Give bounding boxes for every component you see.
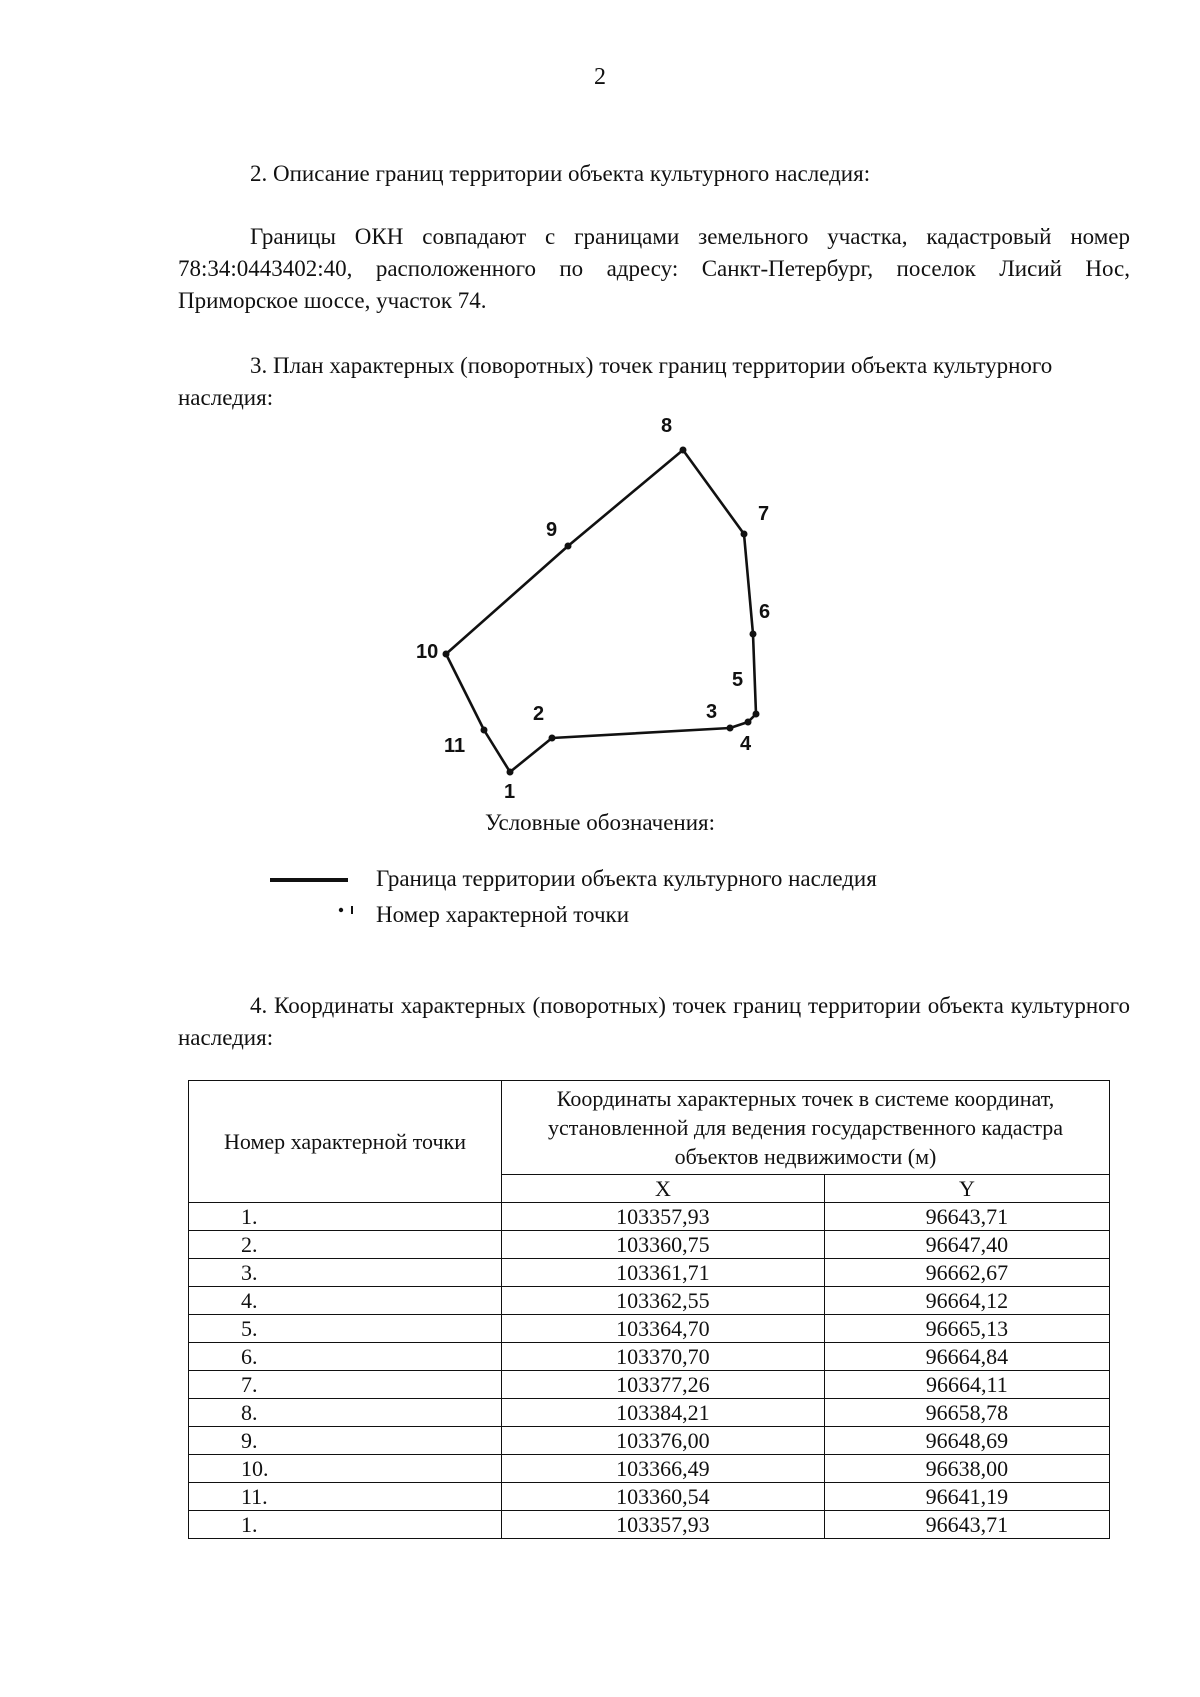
row-y: 96647,40 <box>824 1231 1109 1259</box>
boundary-point-2 <box>549 735 556 742</box>
point-label-4: 4 <box>740 733 752 755</box>
section-2-body: Границы ОКН совпадают с границами земельного участка, кадастровый номер 78:34:0443402:40, расположенного по адресу: Санкт-Петербург, поселок Лисий Нос, Приморское шоссе, участок 74. <box>178 224 1130 313</box>
table-row <box>189 1203 1110 1231</box>
boundary-point-7 <box>741 531 748 538</box>
row-number: 7. <box>189 1371 502 1399</box>
row-x: 103360,54 <box>502 1483 825 1511</box>
table-row <box>189 1287 1110 1315</box>
row-x: 103384,21 <box>502 1399 825 1427</box>
row-number: 11. <box>189 1483 502 1511</box>
section-2-heading: 2. Описание границ территории объекта культурного наследия: <box>250 161 871 186</box>
row-x: 103370,70 <box>502 1343 825 1371</box>
table-row <box>189 1315 1110 1343</box>
point-label-2: 2 <box>533 703 545 725</box>
point-label-5: 5 <box>732 669 744 691</box>
point-label-8: 8 <box>661 415 673 437</box>
row-x: 103366,49 <box>502 1455 825 1483</box>
row-y: 96665,13 <box>824 1315 1109 1343</box>
table-row <box>189 1483 1110 1511</box>
point-label-3: 3 <box>706 701 718 723</box>
row-y: 96664,12 <box>824 1287 1109 1315</box>
boundary-point-5 <box>753 711 760 718</box>
row-number: 4. <box>189 1287 502 1315</box>
header-point-number: Номер характерной точки <box>189 1081 502 1203</box>
row-number: 3. <box>189 1259 502 1287</box>
row-number: 2. <box>189 1231 502 1259</box>
row-x: 103361,71 <box>502 1259 825 1287</box>
boundary-plan-diagram <box>416 412 860 803</box>
point-label-1: 1 <box>504 781 516 803</box>
boundary-point-9 <box>565 543 572 550</box>
point-marker-symbol <box>338 904 358 924</box>
row-x: 103362,55 <box>502 1287 825 1315</box>
boundary-point-10 <box>443 651 450 658</box>
table-row <box>189 1455 1110 1483</box>
point-label-9: 9 <box>546 519 558 541</box>
row-y: 96641,19 <box>824 1483 1109 1511</box>
coordinates-table <box>188 1080 1110 1539</box>
header-y: Y <box>824 1175 1109 1203</box>
row-number: 1. <box>189 1511 502 1539</box>
table-row <box>189 1259 1110 1287</box>
row-x: 103360,75 <box>502 1231 825 1259</box>
row-y: 96638,00 <box>824 1455 1109 1483</box>
table-row <box>189 1371 1110 1399</box>
row-number: 9. <box>189 1427 502 1455</box>
boundary-point-6 <box>750 631 757 638</box>
boundary-point-8 <box>680 447 687 454</box>
row-y: 96643,71 <box>824 1203 1109 1231</box>
row-number: 5. <box>189 1315 502 1343</box>
legend-boundary-label: Граница территории объекта культурного наследия <box>376 866 877 891</box>
table-row <box>189 1343 1110 1371</box>
boundary-point-3 <box>727 725 734 732</box>
boundary-point-4 <box>745 719 752 726</box>
boundary-line-symbol <box>270 878 348 882</box>
boundary-points <box>443 447 760 776</box>
row-x: 103364,70 <box>502 1315 825 1343</box>
legend-title: Условные обозначения: <box>484 810 716 835</box>
boundary-polygon <box>446 450 756 772</box>
page-number: 2 <box>594 64 606 90</box>
point-label-6: 6 <box>759 601 771 623</box>
row-x: 103357,93 <box>502 1203 825 1231</box>
row-y: 96662,67 <box>824 1259 1109 1287</box>
row-number: 1. <box>189 1203 502 1231</box>
boundary-point-11 <box>481 727 488 734</box>
row-number: 10. <box>189 1455 502 1483</box>
row-x: 103377,26 <box>502 1371 825 1399</box>
point-label-7: 7 <box>758 503 770 525</box>
row-y: 96664,84 <box>824 1343 1109 1371</box>
row-number: 8. <box>189 1399 502 1427</box>
section-3-heading: 3. План характерных (поворотных) точек границ территории объекта культурного наследия: <box>178 353 1053 410</box>
row-number: 6. <box>189 1343 502 1371</box>
table-row <box>189 1427 1110 1455</box>
row-y: 96658,78 <box>824 1399 1109 1427</box>
row-y: 96648,69 <box>824 1427 1109 1455</box>
row-x: 103357,93 <box>502 1511 825 1539</box>
table-row <box>189 1511 1110 1539</box>
header-x: X <box>502 1175 825 1203</box>
row-y: 96643,71 <box>824 1511 1109 1539</box>
legend-point-label: Номер характерной точки <box>376 902 629 927</box>
section-4-heading: 4. Координаты характерных (поворотных) точек границ территории объекта культурного наследия: <box>178 993 1130 1050</box>
row-x: 103376,00 <box>502 1427 825 1455</box>
row-y: 96664,11 <box>824 1371 1109 1399</box>
table-row <box>189 1399 1110 1427</box>
point-label-11: 11 <box>444 735 466 757</box>
header-coordinates: Координаты характерных точек в системе координат, установленной для ведения государственного кадастра объектов недвижимости (м) <box>502 1081 1110 1175</box>
boundary-point-1 <box>507 769 514 776</box>
table-row <box>189 1231 1110 1259</box>
point-label-10: 10 <box>416 641 439 663</box>
